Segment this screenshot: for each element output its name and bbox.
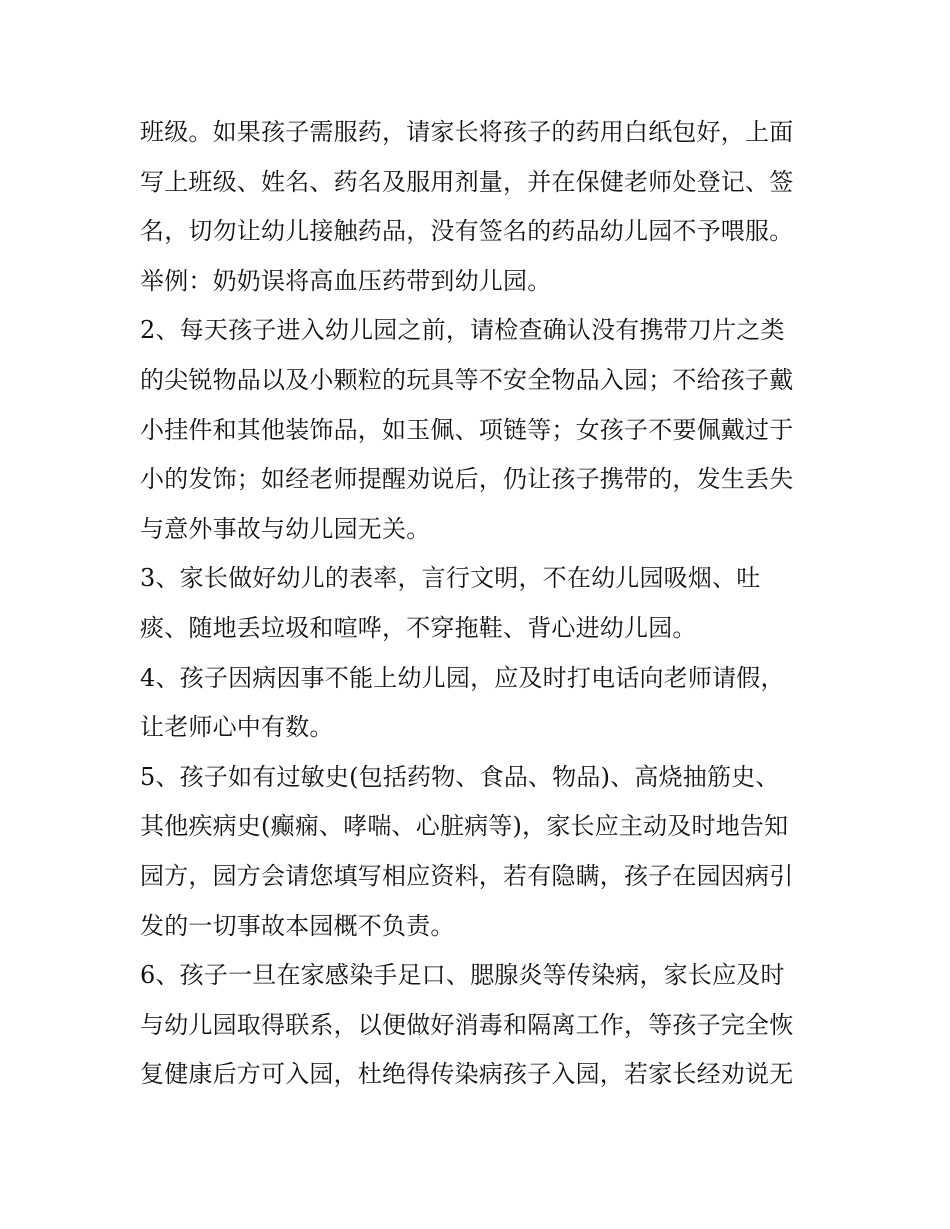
document-body <box>140 108 820 1100</box>
text-line: 痰、随地丢垃圾和喧哗，不穿拖鞋、背心进幼儿园。 <box>140 613 697 642</box>
text-line: 名，切勿让幼儿接触药品，没有签名的药品幼儿园不予喂服。 <box>140 217 794 246</box>
text-line: 发的一切事故本园概不负责。 <box>140 911 455 940</box>
text-line: 复健康后方可入园，杜绝得传染病孩子入园，若家长经劝说无 <box>140 1060 794 1089</box>
text-line: 小挂件和其他装饰品，如玉佩、项链等；女孩子不要佩戴过于 <box>140 415 794 444</box>
text-line: 小的发饰；如经老师提醒劝说后，仍让孩子携带的，发生丢失 <box>140 465 794 494</box>
text-line: 其他疾病史(癫痫、哮喘、心脏病等)，家长应主动及时地告知 <box>140 812 789 841</box>
text-line: 班级。如果孩子需服药，请家长将孩子的药用白纸包好，上面 <box>140 118 794 146</box>
text-line: 3、家长做好幼儿的表率，言行文明，不在幼儿园吸烟、吐 <box>140 564 761 593</box>
text-line: 5、孩子如有过敏史(包括药物、食品、物品)、高烧抽筋史、 <box>140 762 780 791</box>
text-line: 的尖锐物品以及小颗粒的玩具等不安全物品入园；不给孩子戴 <box>140 365 794 394</box>
text-line: 让老师心中有数。 <box>140 713 334 742</box>
text-line: 园方，园方会请您填写相应资料，若有隐瞒，孩子在园因病引 <box>140 861 794 890</box>
text-line: 写上班级、姓名、药名及服用剂量，并在保健老师处登记、签 <box>140 167 794 196</box>
text-line: 2、每天孩子进入幼儿园之前，请检查确认没有携带刀片之类 <box>140 316 785 345</box>
text-line: 举例：奶奶误将高血压药带到幼儿园。 <box>140 266 552 295</box>
text-line: 与幼儿园取得联系，以便做好消毒和隔离工作，等孩子完全恢 <box>140 1010 794 1039</box>
text-line: 4、孩子因病因事不能上幼儿园，应及时打电话向老师请假， <box>140 663 785 692</box>
text-line: 与意外事故与幼儿园无关。 <box>140 514 431 543</box>
text-line: 6、孩子一旦在家感染手足口、腮腺炎等传染病，家长应及时 <box>140 961 785 990</box>
